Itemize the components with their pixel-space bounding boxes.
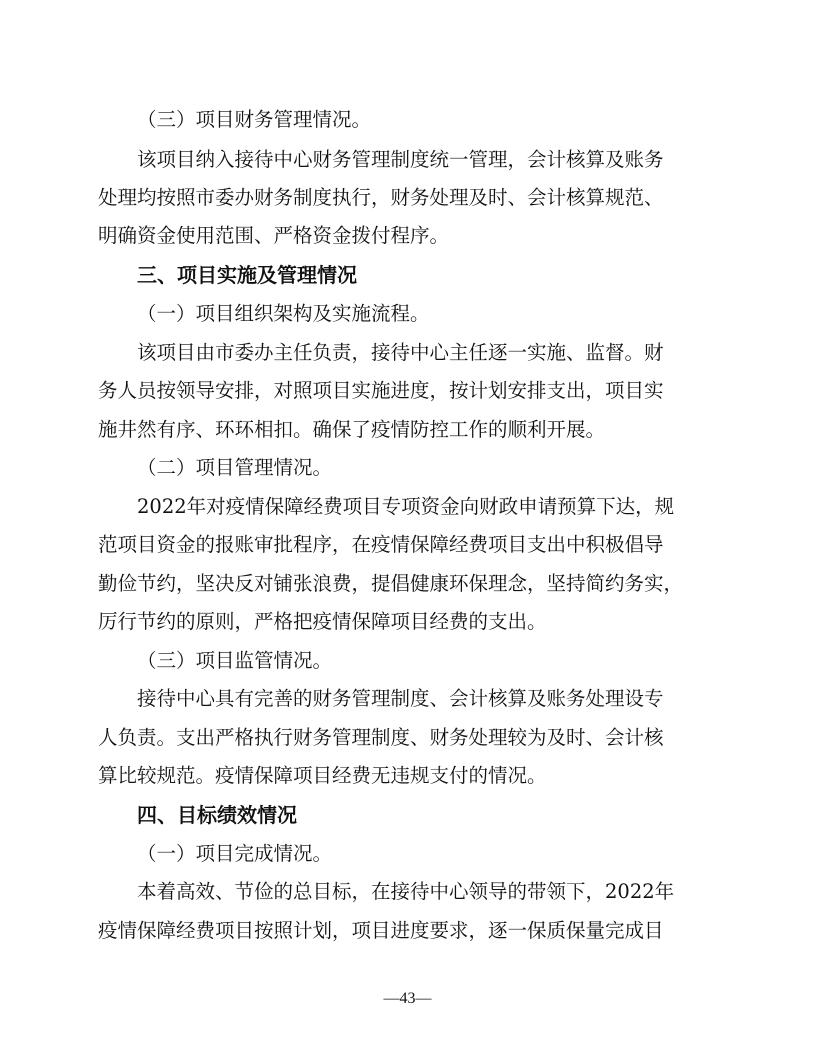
paragraph-line [0, 412, 815, 448]
paragraph-text: 该项目由市委办主任负责，接待中心主任逐一实施、监督。财 [137, 341, 664, 364]
paragraph-line [0, 758, 815, 794]
paragraph-line [0, 720, 815, 756]
paragraph-line [0, 218, 815, 254]
paragraph-text: 施井然有序、环环相扣。确保了疫情防控工作的顺利开展。 [98, 418, 606, 441]
subheading-text: （三）项目监管情况。 [137, 649, 333, 672]
paragraph-text: 范项目资金的报账审批程序，在疫情保障经费项目支出中积极倡导 [98, 533, 664, 556]
subheading-text: （二）项目管理情况。 [137, 456, 333, 479]
paragraph-text: 接待中心具有完善的财务管理制度、会计核算及账务处理设专 [137, 687, 664, 710]
paragraph-line [0, 604, 815, 640]
subheading-line [0, 296, 815, 332]
section-heading-line [0, 797, 815, 833]
page-number: —43— [383, 990, 432, 1007]
paragraph-text: 2022年对疫情保障经费项目专项资金向财政申请预算下达，规 [137, 495, 675, 518]
paragraph-text: 明确资金使用范围、严格资金拨付程序。 [98, 224, 450, 247]
subheading-text: （三）项目财务管理情况。 [137, 108, 372, 131]
paragraph-line [0, 180, 815, 216]
paragraph-line [0, 913, 815, 949]
subheading-line [0, 450, 815, 486]
paragraph-text: 人负责。支出严格执行财务管理制度、财务处理较为及时、会计核 [98, 726, 664, 749]
paragraph-text: 该项目纳入接待中心财务管理制度统一管理，会计核算及账务 [137, 148, 664, 171]
paragraph-line [0, 874, 815, 910]
paragraph-text: 本着高效、节俭的总目标，在接待中心领导的带领下，2022年 [137, 880, 675, 903]
subheading-text: （一）项目完成情况。 [137, 842, 333, 865]
paragraph-text: 疫情保障经费项目按照计划，项目进度要求，逐一保质保量完成目 [98, 919, 664, 942]
paragraph-line [0, 335, 815, 371]
paragraph-line [0, 566, 815, 602]
paragraph-text: 厉行节约的原则，严格把疫情保障项目经费的支出。 [98, 610, 547, 633]
paragraph-line [0, 142, 815, 178]
subheading-line [0, 643, 815, 679]
subheading-text: （一）项目组织架构及实施流程。 [137, 302, 430, 325]
paragraph-line [0, 373, 815, 409]
subheading-line [0, 836, 815, 872]
section-heading-line [0, 257, 815, 293]
paragraph-line [0, 681, 815, 717]
paragraph-line [0, 489, 815, 525]
section-heading: 四、目标绩效情况 [137, 803, 297, 827]
section-heading: 三、项目实施及管理情况 [137, 263, 357, 287]
paragraph-text: 处理均按照市委办财务制度执行，财务处理及时、会计核算规范、 [98, 186, 664, 209]
paragraph-line [0, 527, 815, 563]
paragraph-text: 勤俭节约，坚决反对铺张浪费，提倡健康环保理念，坚持简约务实， [98, 572, 684, 595]
subheading-line [0, 102, 815, 138]
paragraph-text: 务人员按领导安排，对照项目实施进度，按计划安排支出，项目实 [98, 379, 664, 402]
paragraph-text: 算比较规范。疫情保障项目经费无违规支付的情况。 [98, 764, 547, 787]
